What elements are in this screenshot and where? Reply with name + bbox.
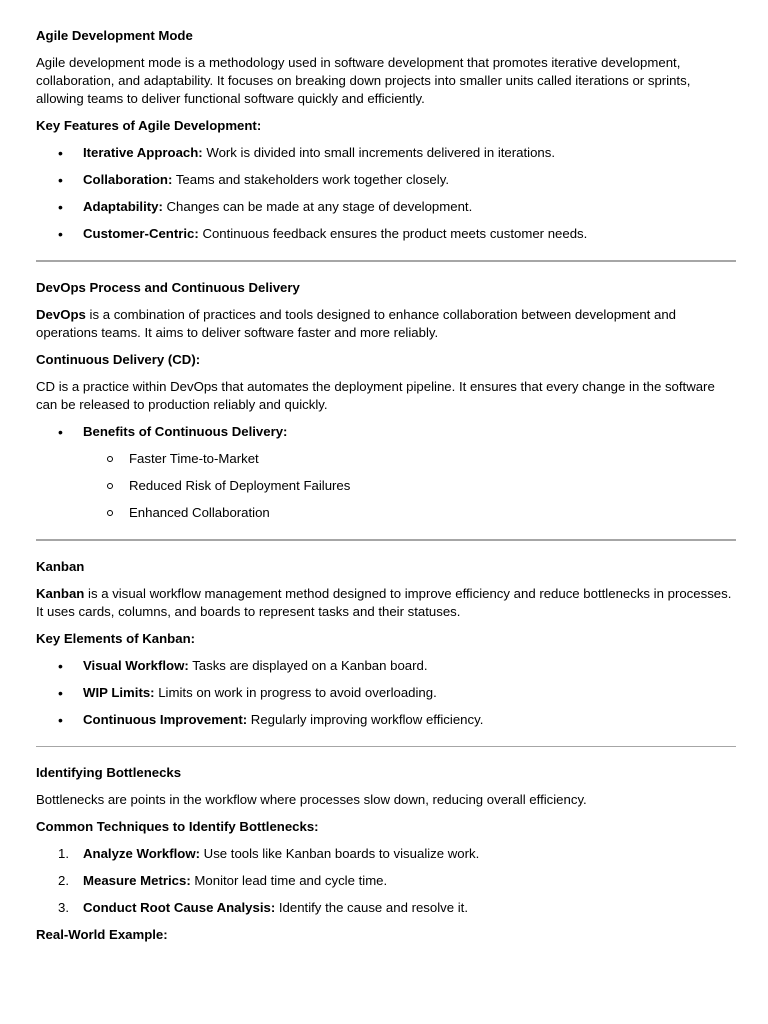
feature-term: Adaptability: (83, 199, 163, 214)
bottlenecks-title: Identifying Bottlenecks (36, 765, 182, 780)
list-item (36, 225, 736, 243)
benefit-item: Reduced Risk of Deployment Failures (83, 477, 736, 495)
benefit-item: Faster Time-to-Market (83, 450, 736, 468)
cd-text: CD is a practice within DevOps that automates the deployment pipeline. It ensures that every change in the software can be released to production reliably and quickly. (36, 379, 715, 412)
benefits-list (83, 450, 736, 522)
element-text: Limits on work in progress to avoid overloading. (154, 685, 437, 700)
devops-intro (36, 306, 736, 342)
list-item (36, 845, 736, 863)
devops-title: DevOps Process and Continuous Delivery (36, 280, 300, 295)
agile-intro: Agile development mode is a methodology used in software development that promotes iterative development, collaboration, and adaptability. It focuses on breaking down projects into smaller units called iterations or sprints, allowing teams to deliver functional software quickly and efficiently. (36, 55, 691, 106)
list-item (36, 899, 736, 917)
agile-title: Agile Development Mode (36, 28, 193, 43)
list-item (36, 711, 736, 729)
kanban-elements-heading: Key Elements of Kanban: (36, 631, 196, 646)
item-number: 1. (58, 846, 69, 861)
item-number: 2. (58, 873, 69, 888)
benefit-item: Enhanced Collaboration (83, 504, 736, 522)
list-item (36, 198, 736, 216)
list-item (36, 872, 736, 890)
devops-intro-text: is a combination of practices and tools designed to enhance collaboration between development and operations teams. It aims to deliver software faster and more reliably. (36, 307, 677, 340)
kanban-intro-text: is a visual workflow management method designed to improve efficiency and reduce bottlenecks in processes. It uses cards, columns, and boards to represent tasks and their statuses. (36, 586, 732, 619)
bottlenecks-intro: Bottlenecks are points in the workflow where processes slow down, reducing overall efficiency. (36, 792, 587, 807)
technique-text: Use tools like Kanban boards to visualize work. (200, 846, 480, 861)
kanban-intro-term: Kanban (36, 586, 85, 601)
technique-term: Measure Metrics: (83, 873, 191, 888)
devops-list (36, 423, 736, 522)
benefits-heading: Benefits of Continuous Delivery: (83, 424, 288, 439)
feature-text: Teams and stakeholders work together closely. (172, 172, 449, 187)
example-heading: Real-World Example: (36, 927, 168, 942)
element-term: Continuous Improvement: (83, 712, 248, 727)
kanban-title: Kanban (36, 559, 85, 574)
feature-text: Work is divided into small increments delivered in iterations. (202, 145, 556, 160)
cd-heading: Continuous Delivery (CD): (36, 352, 201, 367)
technique-term: Conduct Root Cause Analysis: (83, 900, 276, 915)
feature-term: Collaboration: (83, 172, 173, 187)
section-divider (36, 746, 736, 747)
list-item (36, 171, 736, 189)
element-text: Regularly improving workflow efficiency. (247, 712, 484, 727)
kanban-elements-list (36, 657, 736, 729)
technique-term: Analyze Workflow: (83, 846, 200, 861)
kanban-intro (36, 585, 736, 621)
feature-term: Customer-Centric: (83, 226, 199, 241)
agile-features-list (36, 144, 736, 243)
element-text: Tasks are displayed on a Kanban board. (188, 658, 428, 673)
devops-intro-term: DevOps (36, 307, 86, 322)
element-term: WIP Limits: (83, 685, 155, 700)
feature-term: Iterative Approach: (83, 145, 203, 160)
list-item (36, 684, 736, 702)
technique-text: Identify the cause and resolve it. (275, 900, 469, 915)
feature-text: Continuous feedback ensures the product meets customer needs. (198, 226, 588, 241)
element-term: Visual Workflow: (83, 658, 189, 673)
list-item (36, 144, 736, 162)
list-item (36, 423, 736, 522)
agile-features-heading: Key Features of Agile Development: (36, 118, 262, 133)
techniques-heading: Common Techniques to Identify Bottlenecks: (36, 819, 319, 834)
document-page (36, 27, 736, 953)
techniques-list (36, 845, 736, 917)
section-divider (36, 539, 736, 541)
technique-text: Monitor lead time and cycle time. (190, 873, 388, 888)
item-number: 3. (58, 900, 69, 915)
feature-text: Changes can be made at any stage of development. (162, 199, 473, 214)
list-item (36, 657, 736, 675)
section-divider (36, 260, 736, 262)
